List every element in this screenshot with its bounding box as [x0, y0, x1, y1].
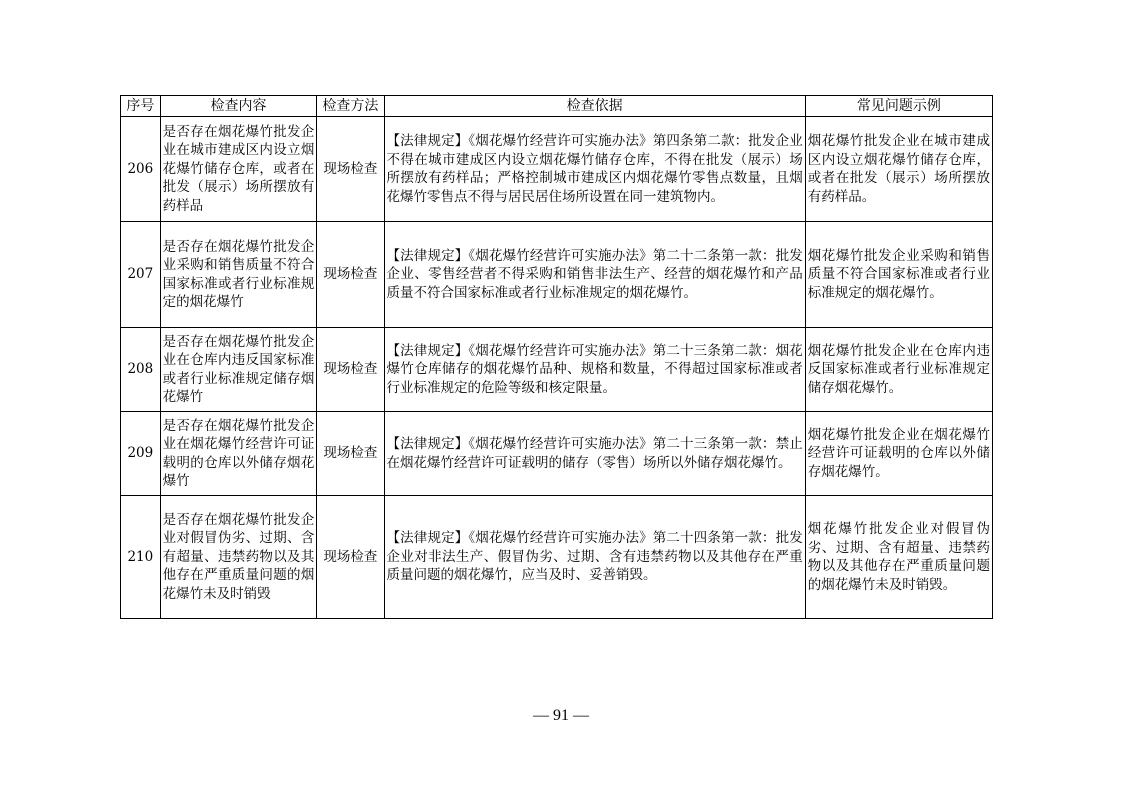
cell-basis: 【法律规定】《烟花爆竹经营许可实施办法》第二十三条第二款：烟花爆竹仓库储存的烟花爆竹品种、规格和数量，不得超过国家标准或者行业标准规定的危险等级和核定限量。 [384, 328, 805, 412]
cell-method: 现场检查 [317, 412, 384, 496]
table-row [121, 496, 993, 619]
cell-basis: 【法律规定】《烟花爆竹经营许可实施办法》第四条第二款：批发企业不得在城市建成区内设立烟花爆竹储存仓库，不得在批发（展示）场所摆放有药样品；严格控制城市建成区内烟花爆竹零售点数量，且烟花爆竹零售点不得与居民居住场所设置在同一建筑物内。 [384, 117, 805, 222]
cell-example: 烟花爆竹批发企业在城市建成区内设立烟花爆竹储存仓库，或者在批发（展示）场所摆放有药样品。 [805, 117, 992, 222]
cell-example: 烟花爆竹批发企业对假冒伪劣、过期、含有超量、违禁药物以及其他存在严重质量问题的烟花爆竹未及时销毁。 [805, 496, 992, 619]
cell-no: 208 [121, 328, 161, 412]
header-content: 检查内容 [160, 96, 317, 117]
header-example: 常见问题示例 [805, 96, 992, 117]
cell-basis: 【法律规定】《烟花爆竹经营许可实施办法》第二十三条第一款：禁止在烟花爆竹经营许可证载明的储存（零售）场所以外储存烟花爆竹。 [384, 412, 805, 496]
inspection-table [120, 95, 993, 619]
table-row [121, 117, 993, 222]
cell-no: 207 [121, 222, 161, 328]
table-row [121, 412, 993, 496]
header-no: 序号 [121, 96, 161, 117]
cell-content: 是否存在烟花爆竹批发企业在仓库内违反国家标准或者行业标准规定储存烟花爆竹 [160, 328, 317, 412]
table-header-row [121, 96, 993, 117]
cell-method: 现场检查 [317, 496, 384, 619]
cell-basis: 【法律规定】《烟花爆竹经营许可实施办法》第二十二条第一款：批发企业、零售经营者不得采购和销售非法生产、经营的烟花爆竹和产品质量不符合国家标准或者行业标准规定的烟花爆竹。 [384, 222, 805, 328]
table-row [121, 328, 993, 412]
header-method: 检查方法 [317, 96, 384, 117]
cell-content: 是否存在烟花爆竹批发企业采购和销售质量不符合国家标准或者行业标准规定的烟花爆竹 [160, 222, 317, 328]
page-number: — 91 — [533, 707, 589, 724]
cell-basis: 【法律规定】《烟花爆竹经营许可实施办法》第二十四条第一款：批发企业对非法生产、假冒伪劣、过期、含有违禁药物以及其他存在严重质量问题的烟花爆竹，应当及时、妥善销毁。 [384, 496, 805, 619]
cell-method: 现场检查 [317, 328, 384, 412]
cell-no: 210 [121, 496, 161, 619]
cell-no: 209 [121, 412, 161, 496]
cell-content: 是否存在烟花爆竹批发企业在城市建成区内设立烟花爆竹储存仓库，或者在批发（展示）场所摆放有药样品 [160, 117, 317, 222]
cell-method: 现场检查 [317, 117, 384, 222]
cell-example: 烟花爆竹批发企业采购和销售质量不符合国家标准或者行业标准规定的烟花爆竹。 [805, 222, 992, 328]
cell-content: 是否存在烟花爆竹批发企业对假冒伪劣、过期、含有超量、违禁药物以及其他存在严重质量问题的烟花爆竹未及时销毁 [160, 496, 317, 619]
cell-example: 烟花爆竹批发企业在仓库内违反国家标准或者行业标准规定储存烟花爆竹。 [805, 328, 992, 412]
table-row [121, 222, 993, 328]
cell-example: 烟花爆竹批发企业在烟花爆竹经营许可证载明的仓库以外储存烟花爆竹。 [805, 412, 992, 496]
header-basis: 检查依据 [384, 96, 805, 117]
cell-no: 206 [121, 117, 161, 222]
cell-content: 是否存在烟花爆竹批发企业在烟花爆竹经营许可证载明的仓库以外储存烟花爆竹 [160, 412, 317, 496]
cell-method: 现场检查 [317, 222, 384, 328]
